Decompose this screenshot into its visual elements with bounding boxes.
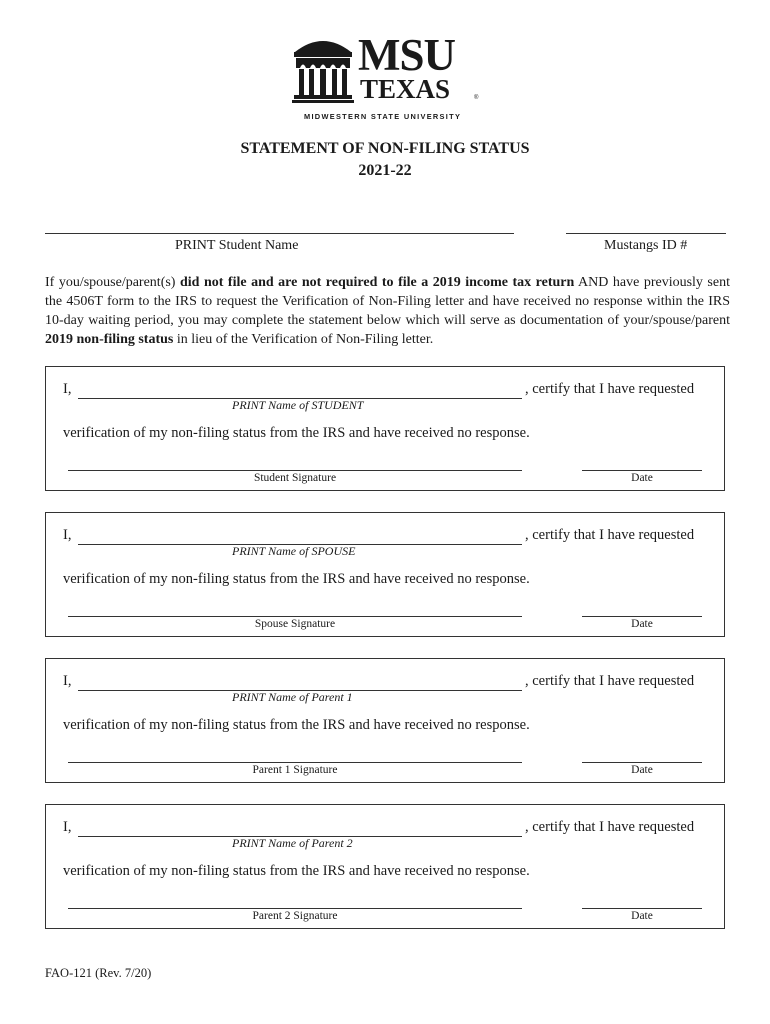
instructions-paragraph [45, 273, 730, 349]
i-label: I, [63, 673, 72, 689]
student-name-caption: PRINT Student Name [175, 238, 299, 253]
student-signature-line[interactable] [68, 470, 522, 471]
form-year: 2021-22 [358, 162, 412, 179]
logo-university-name: MIDWESTERN STATE UNIVERSITY [304, 112, 462, 121]
spouse-signature-caption: Spouse Signature [254, 618, 336, 630]
certify-text: , certify that I have requested [525, 673, 695, 689]
form-code: FAO-121 (Rev. 7/20) [45, 966, 152, 980]
spouse-name-caption: PRINT Name of SPOUSE [232, 544, 356, 558]
trademark-symbol: ® [474, 95, 479, 101]
student-signature-caption: Student Signature [253, 472, 337, 484]
parent1-name-caption: PRINT Name of Parent 1 [232, 690, 353, 704]
student-date-line[interactable] [582, 470, 702, 471]
certify-text: , certify that I have requested [525, 819, 695, 835]
parent1-signature-caption: Parent 1 Signature [252, 764, 338, 776]
i-label: I, [63, 819, 72, 835]
intro-text-2: AND have previously sent the 4506T form to the IRS to request the Verification of Non-Filing letter and have received no response within the IRS 10-day waiting period, you may complete the statement below which will serve as documentation of your/spouse/parent [45, 275, 730, 328]
student-name-field[interactable] [45, 233, 514, 234]
i-label: I, [63, 381, 72, 397]
verification-text: verification of my non-filing status from the IRS and have received no response. [63, 425, 530, 441]
spouse-date-caption: Date [631, 618, 653, 630]
intro-bold-2: 2019 non-filing status [45, 332, 174, 347]
verification-text: verification of my non-filing status from the IRS and have received no response. [63, 863, 530, 879]
building-columns-icon [292, 32, 354, 104]
parent1-certification-box [45, 658, 725, 783]
parent2-signature-caption: Parent 2 Signature [252, 910, 338, 922]
parent2-name-caption: PRINT Name of Parent 2 [232, 836, 353, 850]
parent1-date-caption: Date [631, 764, 653, 776]
spouse-date-line[interactable] [582, 616, 702, 617]
parent1-signature-line[interactable] [68, 762, 522, 763]
parent2-date-line[interactable] [582, 908, 702, 909]
form-title: STATEMENT OF NON-FILING STATUS [240, 140, 530, 157]
logo-texas-text: TEXAS [360, 74, 451, 104]
parent2-date-caption: Date [631, 910, 653, 922]
student-date-caption: Date [631, 472, 653, 484]
certify-text: , certify that I have requested [525, 527, 695, 543]
intro-text-1: If you/spouse/parent(s) [45, 275, 180, 290]
certify-text: , certify that I have requested [525, 381, 695, 397]
mustangs-id-field[interactable] [566, 233, 726, 234]
parent2-certification-box [45, 804, 725, 929]
logo-msu-text: MSU [358, 30, 455, 80]
parent2-signature-line[interactable] [68, 908, 522, 909]
verification-text: verification of my non-filing status from the IRS and have received no response. [63, 717, 530, 733]
parent1-date-line[interactable] [582, 762, 702, 763]
mustangs-id-caption: Mustangs ID # [604, 238, 688, 253]
msu-texas-logo [292, 32, 482, 124]
verification-text: verification of my non-filing status from the IRS and have received no response. [63, 571, 530, 587]
student-name-caption: PRINT Name of STUDENT [232, 398, 364, 412]
spouse-certification-box [45, 512, 725, 637]
spouse-signature-line[interactable] [68, 616, 522, 617]
student-certification-box [45, 366, 725, 491]
intro-text-3: in lieu of the Verification of Non-Filing letter. [173, 332, 434, 347]
intro-bold-1: did not file and are not required to file a 2019 income tax return [179, 275, 575, 290]
i-label: I, [63, 527, 72, 543]
